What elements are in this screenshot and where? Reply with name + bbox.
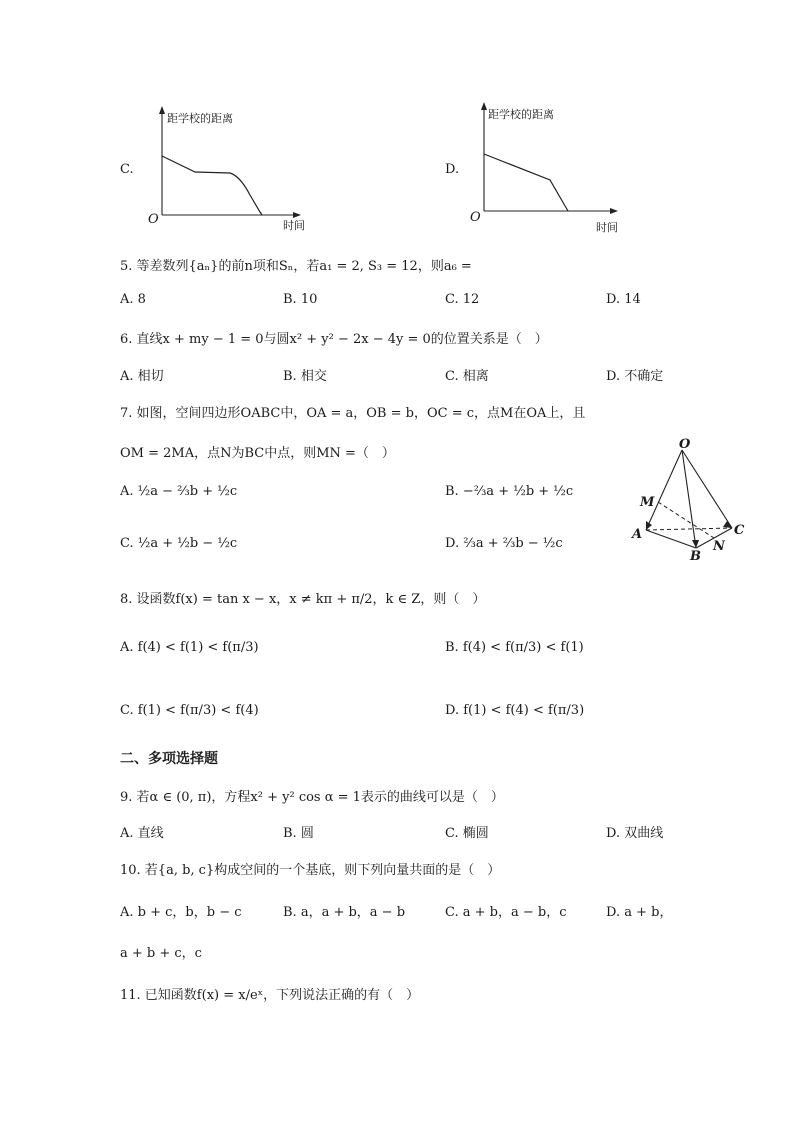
q9-option-a: A. 直线 (120, 826, 164, 841)
q6-option-d: D. 不确定 (606, 369, 664, 384)
q7-option-a: A. ½a − ⅔b + ½c (120, 484, 238, 499)
q5-option-d: D. 14 (606, 292, 641, 307)
figure-label-n: N (713, 539, 725, 554)
q10-option-d: D. a + b， (606, 905, 673, 920)
q10-option-b: B. a，a + b，a − b (283, 905, 406, 920)
question-9: 9. 若α ∈ (0, π)，方程x² + y² cos α = 1表示的曲线可以是（ ） (120, 790, 504, 805)
q8-option-a: A. f(4) < f(1) < f(π/3) (120, 640, 259, 655)
q8-option-b: B. f(4) < f(π/3) < f(1) (445, 640, 584, 655)
q10-option-a: A. b + c，b，b − c (120, 905, 242, 920)
q10-option-c: C. a + b，a − b，c (445, 905, 567, 920)
figure-label-b: B (690, 549, 701, 564)
graph-c-origin: O (148, 212, 159, 227)
q9-option-c: C. 椭圆 (445, 826, 489, 841)
q10-option-d-continued: a + b + c，c (120, 946, 202, 961)
question-7-line-2: OM = 2MA，点N为BC中点，则MN =（ ） (120, 446, 395, 461)
q9-option-d: D. 双曲线 (606, 826, 664, 841)
figure-label-c: C (734, 523, 745, 538)
figure-label-m: M (640, 495, 655, 510)
question-6: 6. 直线x + my − 1 = 0与圆x² + y² − 2x − 4y = 0的位置关系是（ ） (120, 332, 548, 347)
q7-option-c: C. ½a + ½b − ½c (120, 536, 238, 551)
figure-label-a: A (632, 527, 643, 542)
q7-option-d: D. ⅔a + ⅔b − ½c (445, 536, 563, 551)
section-2-heading: 二、多项选择题 (120, 751, 218, 767)
q6-option-b: B. 相交 (283, 369, 327, 384)
graph-d-ylabel: 距学校的距离 (488, 108, 554, 121)
question-5: 5. 等差数列{aₙ}的前n项和Sₙ，若a₁ = 2, S₃ = 12，则a₆ = (120, 259, 472, 274)
graph-c-ylabel: 距学校的距离 (167, 112, 233, 125)
q5-option-a: A. 8 (120, 292, 146, 307)
graph-c-xlabel: 时间 (283, 219, 305, 232)
q7-option-b: B. −⅔a + ½b + ½c (445, 484, 574, 499)
figure-label-o: O (679, 437, 691, 452)
question-10: 10. 若{a, b, c}构成空间的一个基底，则下列向量共面的是（ ） (120, 863, 501, 878)
graph-c-option-label: C. (120, 162, 134, 177)
graph-d-option-label: D. (445, 162, 460, 177)
question-7-line-1: 7. 如图，空间四边形OABC中，OA = a，OB = b，OC = c，点M在OA上，且 (120, 406, 586, 421)
q5-option-c: C. 12 (445, 292, 480, 307)
graph-d-origin: O (470, 210, 481, 225)
q5-option-b: B. 10 (283, 292, 318, 307)
question-11: 11. 已知函数f(x) = x/eˣ，下列说法正确的有（ ） (120, 988, 420, 1003)
q8-option-c: C. f(1) < f(π/3) < f(4) (120, 703, 259, 718)
q6-option-a: A. 相切 (120, 369, 164, 384)
question-8: 8. 设函数f(x) = tan x − x，x ≠ kπ + π/2，k ∈ Z，则（ ） (120, 592, 486, 607)
q6-option-c: C. 相离 (445, 369, 489, 384)
graph-d-xlabel: 时间 (596, 221, 618, 234)
q9-option-b: B. 圆 (283, 826, 314, 841)
q8-option-d: D. f(1) < f(4) < f(π/3) (445, 703, 585, 718)
